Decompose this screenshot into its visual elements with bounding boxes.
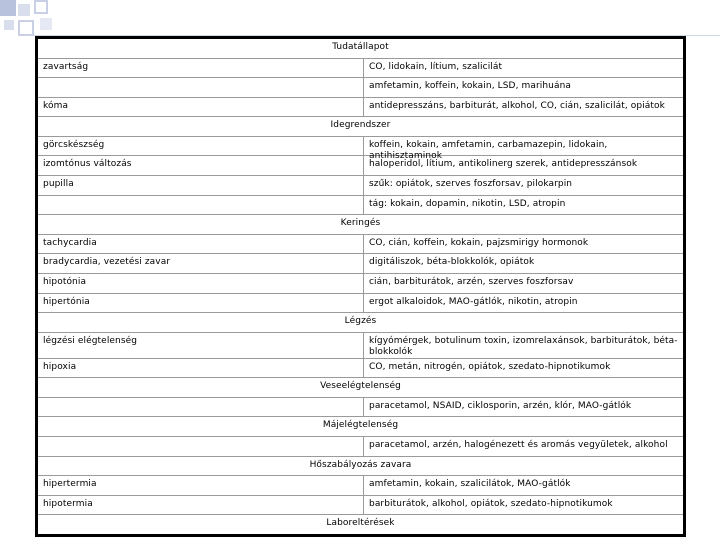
- agents-cell: cián, barbiturátok, arzén, szerves foszforsav: [369, 276, 574, 287]
- table-row: [38, 496, 683, 516]
- symptom-cell: hipertónia: [38, 294, 364, 313]
- agents-cell: paracetamol, arzén, halogénezett és aromás vegyületek, alkohol: [369, 440, 668, 451]
- symptom-cell: [38, 196, 364, 215]
- agents-cell: kígyómérgek, botulinum toxin, izomrelaxánsok, barbiturátok, béta-blokkolók: [369, 335, 678, 357]
- section-header-row: [38, 378, 683, 398]
- agents-cell: szűk: opiátok, szerves foszforsav, pilokarpin: [369, 179, 573, 190]
- agents-cell: barbiturátok, alkohol, opiátok, szedato-hipnotikumok: [369, 498, 613, 509]
- section-title: Hőszabályozás zavara: [309, 459, 412, 470]
- agents-cell: paracetamol, NSAID, ciklosporin, arzén, klór, MAO-gátlók: [369, 400, 632, 411]
- symptom-cell: légzési elégtelenség: [38, 333, 364, 358]
- table-row: [38, 98, 683, 118]
- section-title: Veseelégtelenség: [320, 381, 401, 392]
- agents-cell: haloperidol, lítium, antikolinerg szerek, antidepresszánsok: [369, 159, 638, 170]
- deco-square: [4, 20, 14, 30]
- section-header-row: [38, 117, 683, 137]
- deco-square: [40, 18, 52, 30]
- symptom-cell: hipotónia: [38, 274, 364, 293]
- deco-square: [18, 4, 30, 16]
- table-row: [38, 359, 683, 379]
- symptom-cell: kóma: [38, 98, 364, 117]
- deco-square: [18, 20, 34, 36]
- agents-cell: ergot alkaloidok, MAO-gátlók, nikotin, atropin: [369, 296, 578, 307]
- section-title: Légzés: [344, 316, 377, 327]
- agents-cell: CO, metán, nitrogén, opiátok, szedato-hipnotikumok: [369, 361, 611, 372]
- symptom-cell: [38, 398, 364, 417]
- section-header-row: [38, 39, 683, 59]
- table-row: [38, 294, 683, 314]
- toxicology-table: [35, 36, 686, 537]
- section-title: Keringés: [340, 218, 381, 229]
- section-header-row: [38, 417, 683, 437]
- symptom-cell: görcskészség: [38, 137, 364, 156]
- symptom-cell: hipoxia: [38, 359, 364, 378]
- table-row: [38, 176, 683, 196]
- symptom-cell: hipotermia: [38, 496, 364, 515]
- deco-square: [0, 0, 16, 16]
- symptom-cell: [38, 437, 364, 456]
- table-row: [38, 398, 683, 418]
- section-title: Laboreltérések: [326, 518, 395, 529]
- section-header-row: [38, 457, 683, 477]
- section-title: Májelégtelenség: [322, 420, 399, 431]
- symptom-cell: bradycardia, vezetési zavar: [38, 254, 364, 273]
- section-header-row: [38, 215, 683, 235]
- agents-cell: CO, lidokain, lítium, szalicilát: [369, 61, 503, 72]
- table-row: [38, 274, 683, 294]
- table-row: [38, 137, 683, 161]
- agents-cell: digitáliszok, béta-blokkolók, opiátok: [369, 257, 535, 268]
- section-title: Tudatállapot: [332, 42, 389, 52]
- symptom-cell: [38, 78, 364, 97]
- deco-square: [34, 0, 48, 14]
- agents-cell: antidepresszáns, barbiturát, alkohol, CO, cián, szalicilát, opiátok: [369, 100, 665, 111]
- symptom-cell: zavartság: [38, 59, 364, 78]
- symptom-cell: izomtónus változás: [38, 156, 364, 175]
- table-row: [38, 254, 683, 274]
- symptom-cell: pupilla: [38, 176, 364, 195]
- symptom-cell: hipertermia: [38, 476, 364, 495]
- section-title: Idegrendszer: [330, 120, 391, 131]
- table-row: [38, 156, 683, 176]
- section-header-row: [38, 515, 683, 534]
- table-row: [38, 476, 683, 496]
- table-row: [38, 196, 683, 216]
- symptom-cell: tachycardia: [38, 235, 364, 254]
- table-row: [38, 78, 683, 98]
- agents-cell: koffein, kokain, amfetamin, carbamazepin, lidokain, antihisztaminok: [369, 139, 608, 161]
- agents-cell: amfetamin, koffein, kokain, LSD, marihuána: [369, 81, 572, 92]
- agents-cell: CO, cián, koffein, kokain, pajzsmirigy hormonok: [369, 237, 589, 248]
- agents-cell: tág: kokain, dopamin, nikotin, LSD, atropin: [369, 198, 566, 209]
- agents-cell: amfetamin, kokain, szalicilátok, MAO-gátlók: [369, 479, 571, 490]
- table-row: [38, 437, 683, 457]
- section-header-row: [38, 313, 683, 333]
- table-row: [38, 333, 683, 359]
- table-row: [38, 59, 683, 79]
- table-row: [38, 235, 683, 255]
